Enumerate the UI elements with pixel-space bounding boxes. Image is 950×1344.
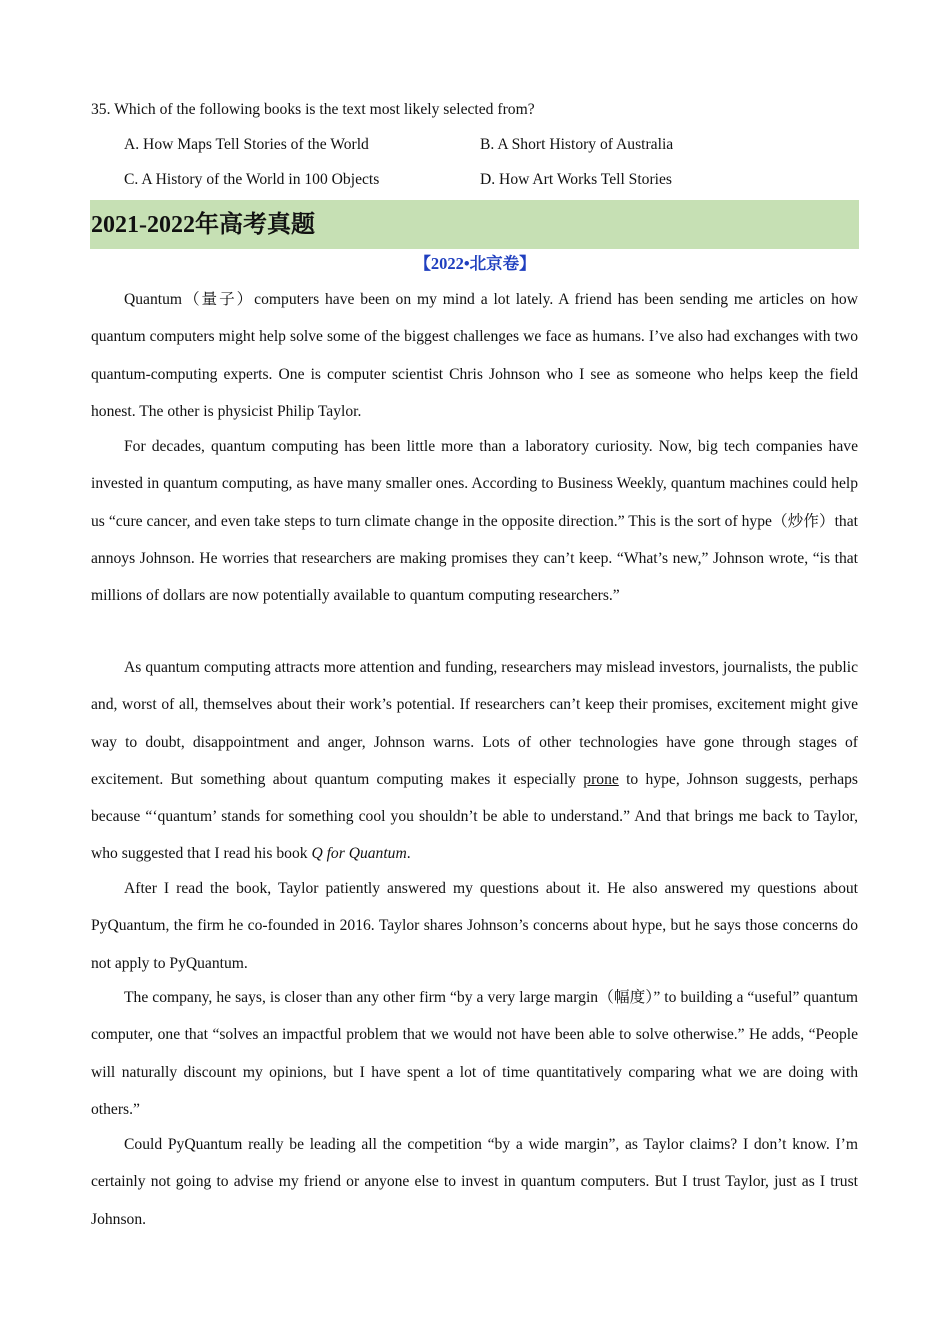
paragraph-3-text-a: As quantum computing attracts more attention and funding, researchers may mislead investors, journalists, the public and, worst of all, themselves about their work’s potential. If researchers can’t keep their promises, excitement might give way to doubt, disappointment and anger, Johnson warns. Lots of other technologies have gone through stages of excitement. But something about quantum computing makes it especially <box>91 659 858 788</box>
paragraph-2: For decades, quantum computing has been little more than a laboratory curiosity. Now, big tech companies have invested in quantum computing, as have many smaller ones. According to Business Weekly, quantum machines could help us “cure cancer, and even take steps to turn climate change in the opposite direction.” This is the sort of hype（炒作）that annoys Johnson. He worries that researchers are making promises they can’t keep. “What’s new,” Johnson wrote, “is that millions of dollars are now potentially available to quantum computing researchers.” <box>91 438 858 605</box>
paragraph-5: The company, he says, is closer than any other firm “by a very large margin（幅度）” to building a “useful” quantum computer, one that “solves an impactful problem that we would not have been able to solve otherwise.” He adds, “People will naturally discount my opinions, but I have spent a lot of time quantitatively comparing what we are doing with others.” <box>91 989 858 1118</box>
book-title: Q for Quantum <box>311 845 407 863</box>
paragraph-3-text-b: to hype, Johnson suggests, perhaps because “‘quantum’ stands for something cool you shouldn’t be able to understand.” And that brings me back to Taylor, who suggested that I read his book <box>91 770 859 863</box>
paragraph-6: Could PyQuantum really be leading all the competition “by a wide margin”, as Taylor claims? I don’t know. I’m certainly not going to advise my friend or anyone else to invest in quantum computers. But I trust Taylor, just as I trust Johnson. <box>91 1136 858 1228</box>
option-c: C. A History of the World in 100 Objects <box>124 171 380 188</box>
option-a: A. How Maps Tell Stories of the World <box>124 136 369 153</box>
exam-source-label: 【2022•北京卷】 <box>414 254 536 273</box>
section-banner <box>90 200 859 249</box>
question-stem: 35. Which of the following books is the text most likely selected from? <box>91 101 535 118</box>
paragraph-3-text-c: . <box>406 845 411 863</box>
section-title: 2021-2022年高考真题 <box>91 212 315 238</box>
underlined-word-prone: prone <box>583 770 619 788</box>
paragraph-3 <box>91 649 858 873</box>
paragraph-4: After I read the book, Taylor patiently answered my questions about it. He also answered my questions about PyQuantum, the firm he co-founded in 2016. Taylor shares Johnson’s concerns about hype, but he says those concerns do not apply to PyQuantum. <box>91 880 858 972</box>
paragraph-1: Quantum（量子）computers have been on my mind a lot lately. A friend has been sending me articles on how quantum computers might help solve some of the biggest challenges we face as humans. I’ve also had exchanges with two quantum-computing experts. One is computer scientist Chris Johnson who I see as someone who helps keep the field honest. The other is physicist Philip Taylor. <box>91 291 858 420</box>
option-b: B. A Short History of Australia <box>480 136 674 153</box>
option-d: D. How Art Works Tell Stories <box>480 171 672 188</box>
